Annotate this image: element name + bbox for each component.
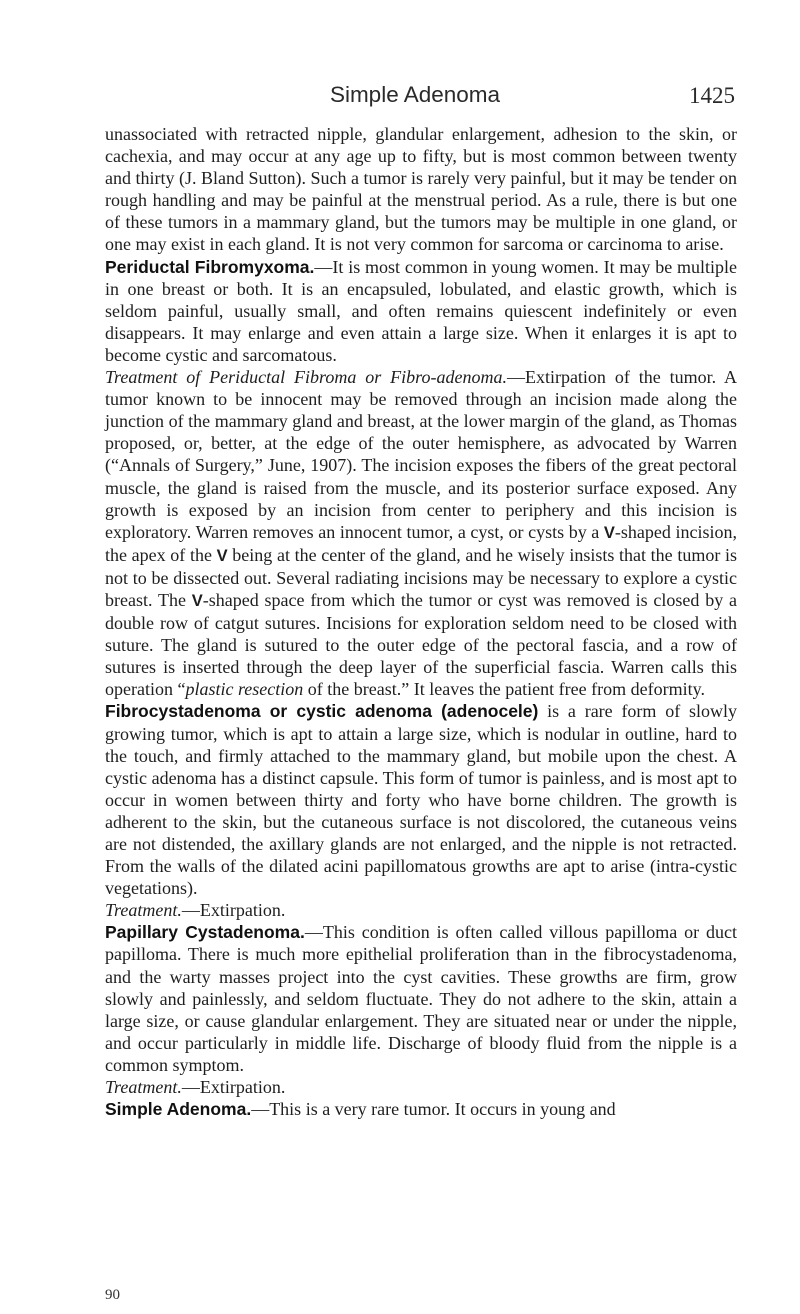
paragraph-simple-adenoma: Simple Adenoma.—This is a very rare tumor. It occurs in young and [105,1099,616,1120]
section-heading: Papillary Cystadenoma. [105,922,305,943]
subheading-italic: Treatment of Periductal Fibroma or Fibro-adenoma. [105,367,507,388]
page-header [95,78,735,112]
paragraph-fibrocystadenoma: Fibrocystadenoma or cystic adenoma (adenocele) is a rare form of slowly growing tumor, which is apt to attain a large size, which is nodular in outline, hard to the touch, and firmly attached to the mammary gland, but mobile upon the chest. A cystic adenoma has a distinct capsule. This form of tumor is painless, and is most apt to occur in women between thirty and forty who have borne children. The growth is adherent to the skin, but the cutaneous surface is not discolored, the cutaneous veins are not distended, the axillary glands are not enlarged, and the nipple is not retracted. From the walls of the dilated acini papillomatous growths are apt to arise (intra-cystic vegetations). [105,701,737,899]
v-letter: V [216,546,228,565]
subheading-italic: Treatment. [105,1077,182,1098]
page-number: 1425 [689,83,735,108]
section-heading: Periductal Fibromyxoma. [105,256,315,277]
section-heading: Simple Adenoma. [105,1099,252,1120]
paragraph-treatment-periductal: Treatment of Periductal Fibroma or Fibro-adenoma.—Extirpation of the tumor. A tumor known to be innocent may be removed through an incision made along the junction of the mammary gland and breast, at the lower margin of the gland, as Thomas proposed, or, better, at the edge of the outer hemisphere, as advocated by Warren (“Annals of Surgery,” June, 1907). The incision exposes the fibers of the great pectoral muscle, the gland is raised from the muscle, and its posterior surface exposed. Any growth is exposed by an incision from center to periphery and this incision is exploratory. Warren removes an innocent tumor, a cyst, or cysts by a V-shaped incision, the apex of the V being at the center of the gland, and he wisely insists that the tumor is not to be dissected out. Several radiating incisions may be necessary to explore a cystic breast. The V-shaped space from which the tumor or cyst was removed is closed by a double row of catgut sutures. Incisions for exploration seldom need to be closed with suture. The gland is sutured to the outer edge of the pectoral fascia, and a row of sutures is inserted through the deep layer of the superficial fascia. Warren calls this operation “plastic resection of the breast.” It leaves the patient free from deformity. [105,367,738,700]
v-letter: V [191,591,203,610]
paragraph-periductal-fibromyxoma: Periductal Fibromyxoma.—It is most common in young women. It may be multiple in one breast or both. It is an encapsuled, lobulated, and elastic growth, which is seldom painful, usually small, and often remains quiescent indefinitely or even disappears. It may enlarge and even attain a large size. When it enlarges it is apt to become cystic and sarcomatous. [105,256,737,365]
italic-term: plastic resection [185,679,304,700]
section-heading: Fibrocystadenoma or cystic adenoma (adenocele) [105,701,539,722]
body-text [105,123,737,1120]
signature-mark: 90 [105,1287,120,1303]
paragraph-continuation: unassociated with retracted nipple, glandular enlargement, adhesion to the skin, or cachexia, and may occur at any age up to fifty, but is most common between twenty and thirty (J. Bland Sutton). Such a tumor is rarely very painful, but it may be tender on rough handling and may be painful at the menstrual period. As a rule, there is but one of these tumors in a mammary gland, but the tumors may be multiple in one gland, or one may exist in each gland. It is not very common for sarcoma or carcinoma to arise. [105,124,737,255]
paragraph-treatment: Treatment.—Extirpation. [105,1077,286,1098]
subheading-italic: Treatment. [105,900,182,921]
paragraph-papillary-cystadenoma: Papillary Cystadenoma.—This condition is often called villous papilloma or duct papilloma. There is much more epithelial proliferation than in the fibrocystadenoma, and the warty masses project into the cyst cavities. These growths are firm, grow slowly and painlessly, and seldom fluctuate. They do not adhere to the skin, attain a large size, or cause glandular enlargement. They are situated near or under the nipple, and occur particularly in middle life. Discharge of bloody fluid from the nipple is a common symptom. [105,922,737,1075]
running-title: Simple Adenoma [329,82,501,107]
paragraph-treatment: Treatment.—Extirpation. [105,900,286,921]
v-letter: V [603,523,615,542]
